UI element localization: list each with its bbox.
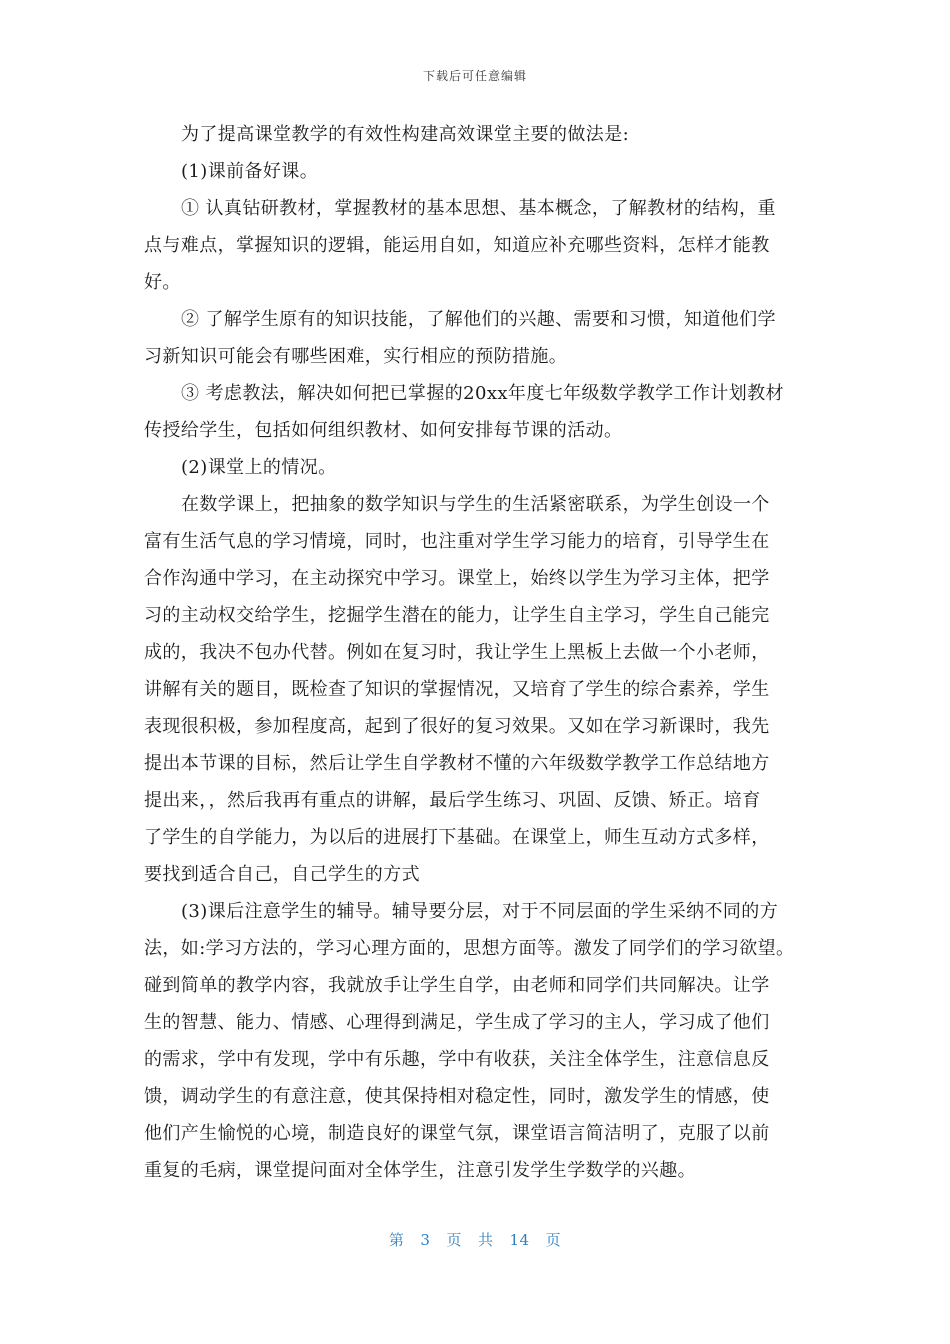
paragraph-line: 生的智慧、能力、情感、心理得到满足，学生成了学习的主人，学习成了他们 [144,1012,770,1033]
paragraph-line: 表现很积极，参加程度高，起到了很好的复习效果。又如在学习新课时，我先 [144,716,770,737]
page-header-note: 下载后可任意编辑 [422,69,527,83]
paragraph-line: 的需求，学中有发现，学中有乐趣，学中有收获，关注全体学生，注意信息反 [144,1049,770,1070]
footer-word: 共 [477,1231,494,1249]
footer-word: 第 [388,1231,405,1249]
paragraph-line: 习新知识可能会有哪些困难，实行相应的预防措施。 [144,346,568,367]
paragraph-line: 富有生活气息的学习情境，同时，也注重对学生学习能力的培育，引导学生在 [144,531,770,552]
paragraph-line: (1)课前备好课。 [181,161,319,182]
paragraph-line: 法，如:学习方法的，学习心理方面的，思想方面等。激发了同学们的学习欲望。 [144,938,795,959]
paragraph-line: (2)课堂上的情况。 [181,457,337,478]
paragraph-line: 重复的毛病，课堂提问面对全体学生，注意引发学生学数学的兴趣。 [144,1160,696,1181]
paragraph-line: 点与难点，掌握知识的逻辑，能运用自如，知道应补充哪些资料，怎样才能教 [144,235,770,256]
footer-word: 页 [545,1231,562,1249]
paragraph-line: 他们产生愉悦的心境，制造良好的课堂气氛，课堂语言简洁明了，克服了以前 [144,1123,770,1144]
paragraph-line: ① 认真钻研教材，掌握教材的基本思想、基本概念，了解教材的结构，重 [181,198,776,219]
paragraph-line: 讲解有关的题目，既检查了知识的掌握情况，又培育了学生的综合素养，学生 [144,679,770,700]
paragraph-line: ② 了解学生原有的知识技能，了解他们的兴趣、需要和习惯，知道他们学 [181,309,776,330]
page-number-footer [0,1229,950,1250]
footer-word: 页 [446,1231,462,1249]
total-page-count: 14 [509,1231,530,1249]
paragraph-line: 好。 [144,272,181,293]
paragraph-line: 提出来，，然后我再有重点的讲解，最后学生练习、巩固、反馈、矫正。培育 [144,790,761,811]
paragraph-line: 习的主动权交给学生，挖掘学生潜在的能力，让学生自主学习，学生自己能完 [144,605,770,626]
paragraph-line: (3)课后注意学生的辅导。辅导要分层，对于不同层面的学生采纳不同的方 [181,901,779,922]
paragraph-line: 馈，调动学生的有意注意，使其保持相对稳定性，同时，激发学生的情感，使 [144,1086,770,1107]
paragraph-line: 要找到适合自己，自己学生的方式 [144,864,420,885]
paragraph-line: 提出本节课的目标，然后让学生自学教材不懂的六年级数学教学工作总结地方 [144,753,770,774]
paragraph-line: 在数学课上，把抽象的数学知识与学生的生活紧密联系，为学生创设一个 [181,494,770,515]
paragraph-line: 合作沟通中学习，在主动探究中学习。课堂上，始终以学生为学习主体，把学 [144,568,770,589]
paragraph-line: 碰到简单的教学内容，我就放手让学生自学，由老师和同学们共同解决。让学 [144,975,770,996]
paragraph-line: 为了提高课堂教学的有效性构建高效课堂主要的做法是: [181,124,630,145]
paragraph-line: 了学生的自学能力，为以后的进展打下基础。在课堂上，师生互动方式多样， [144,827,770,848]
paragraph-line: 成的，我决不包办代替。例如在复习时，我让学生上黑板上去做一个小老师， [144,642,770,663]
current-page-number: 3 [420,1231,431,1249]
paragraph-line: 传授给学生，包括如何组织教材、如何安排每节课的活动。 [144,420,623,441]
paragraph-line: ③ 考虑教法，解决如何把已掌握的20xx年度七年级数学教学工作计划教材 [181,383,784,404]
